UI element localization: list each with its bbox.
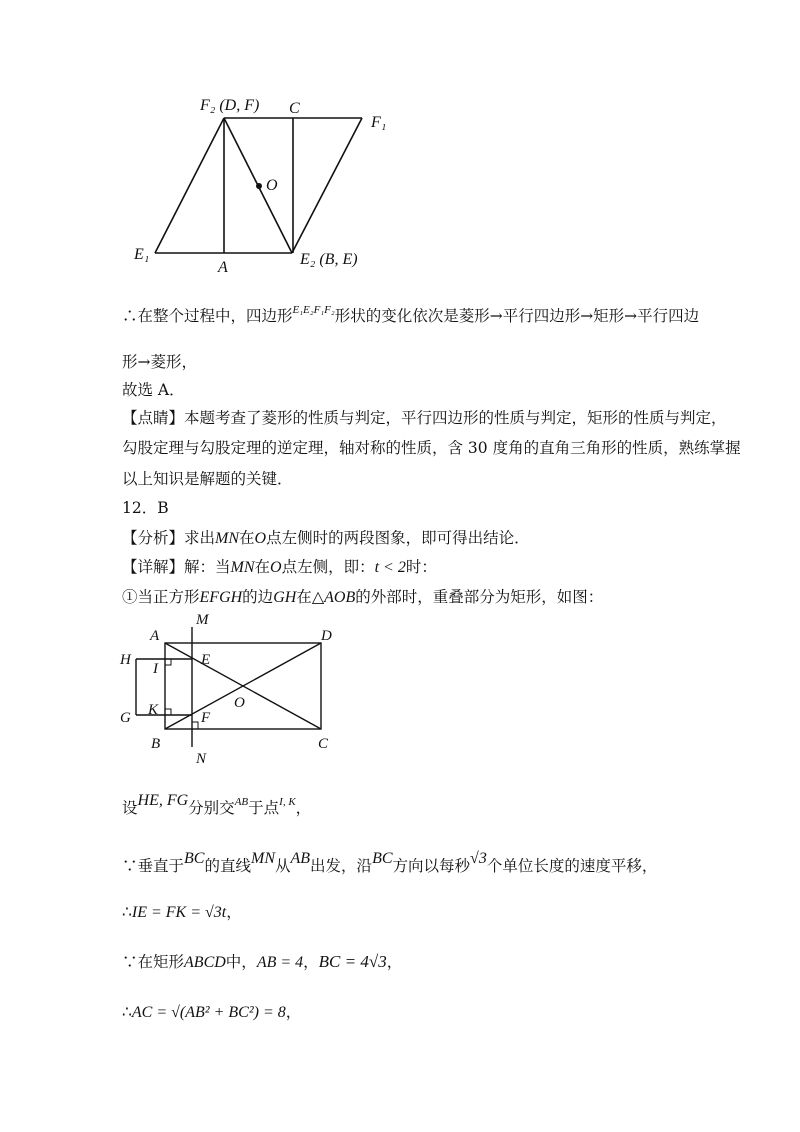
- label-m: M: [196, 612, 209, 628]
- label-d: D: [321, 628, 332, 644]
- label-c2: C: [318, 736, 329, 752]
- text-line-3: 故选 A．: [122, 381, 185, 399]
- figure-1: [0, 0, 800, 300]
- text-line-13: ∴IE = FK = √3t，: [122, 903, 242, 921]
- text-line-14: ∵在矩形ABCD中，AB = 4，BC = 4√3，: [122, 952, 403, 971]
- text-line-11: 设HE, FG分别交$^{AB}$于点$^{I, K}$，: [122, 792, 312, 817]
- label-e: E: [201, 652, 211, 668]
- label-f: F: [201, 710, 211, 726]
- question-number: 12．B: [122, 499, 169, 517]
- label-f1: F₁: [371, 114, 387, 131]
- label-o: O: [266, 177, 278, 194]
- label-i: I: [153, 661, 158, 677]
- text-line-9: 【详解】解：当MN在O点左侧，即：t < 2时：: [122, 558, 437, 576]
- label-a2: A: [150, 628, 160, 644]
- label-n: N: [196, 751, 207, 767]
- text-line-10: ①当正方形EFGH的边GH在△AOB的外部时，重叠部分为矩形，如图：: [122, 588, 604, 606]
- text-line-2: 形→菱形，: [122, 353, 197, 371]
- text-line-15: ∴AC = √(AB² + BC²) = 8，: [122, 1003, 302, 1021]
- text-line-12: ∵垂直于BC的直线MN从AB出发，沿BC方向以每秒√3个单位长度的速度平移，: [122, 850, 658, 875]
- text-line-1: ∴在整个过程中，四边形$^{E_1E_2F_1F_2}$形状的变化依次是菱形→平行四边形→矩形→平行四边: [122, 304, 700, 325]
- label-g: G: [120, 710, 131, 726]
- label-e1: E₁: [134, 246, 150, 263]
- text-line-8: 【分析】求出MN在O点左侧时的两段图象，即可得出结论．: [122, 529, 530, 547]
- text-line-6: 以上知识是解题的关键．: [122, 470, 293, 488]
- label-o2: O: [234, 695, 245, 711]
- label-b2: B: [151, 736, 161, 752]
- point-o: [256, 183, 262, 189]
- label-a: A: [218, 259, 228, 276]
- label-f2: F₂ (D, F): [200, 97, 260, 114]
- label-c: C: [289, 100, 300, 117]
- label-k: K: [148, 702, 159, 718]
- text-line-5: 勾股定理与勾股定理的逆定理，轴对称的性质，含 30 度角的直角三角形的性质，熟练掌握: [122, 439, 741, 457]
- text-line-4: 【点睛】本题考查了菱形的性质与判定，平行四边形的性质与判定，矩形的性质与判定，: [122, 409, 727, 427]
- label-e2: E₂ (B, E): [300, 251, 358, 268]
- label-h: H: [120, 652, 131, 668]
